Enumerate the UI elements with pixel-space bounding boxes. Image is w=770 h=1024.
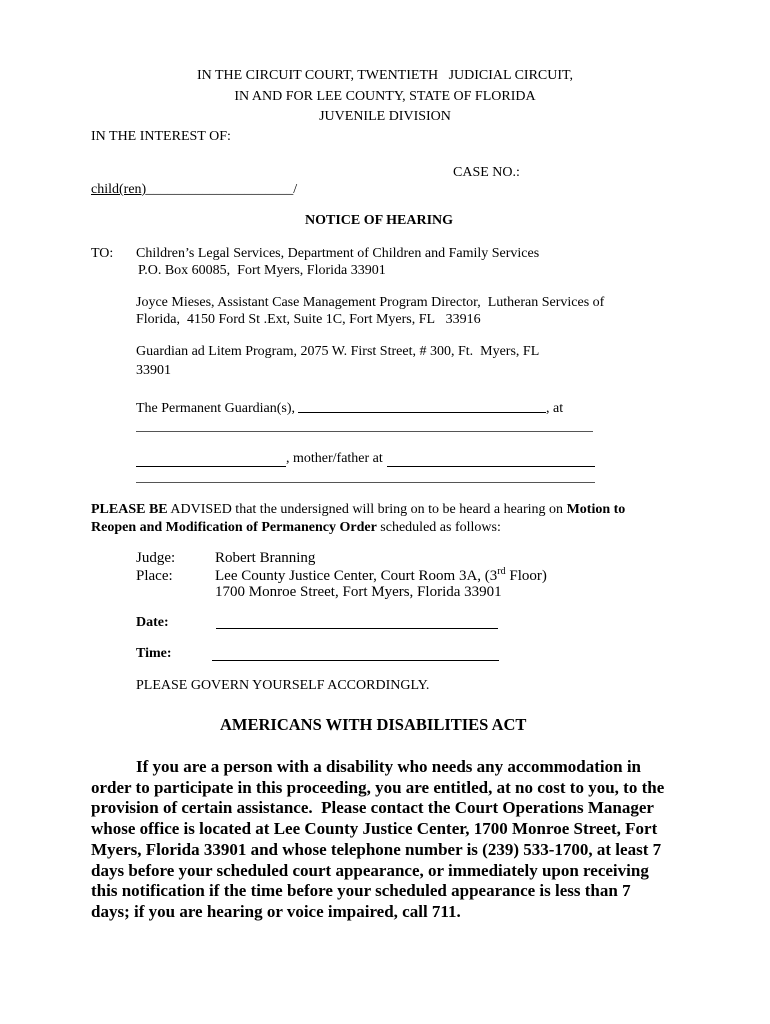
judge-value: Robert Branning [215,550,316,566]
case-no-label: CASE NO.: [453,165,520,180]
govern-text: PLEASE GOVERN YOURSELF ACCORDINGLY. [136,678,430,693]
division-line: JUVENILE DIVISION [319,109,451,124]
time-blank[interactable] [212,660,499,661]
place-text: Lee County Justice Center, Court Room 3A, (3 [215,568,498,584]
advised-text: ADVISED that the undersigned will bring on to be heard a hearing on [167,502,567,517]
ada-heading: AMERICANS WITH DISABILITIES ACT [220,715,527,734]
ada-body: If you are a person with a disability who needs any accommodation in order to participate in this proceeding, you are entitled, at no cost to you, to the provision of certain assistance. Please contact the Court Operations Manager whose office is located at Lee County Justice Center, 1700 Monroe Street, Fort Myers, Florida 33901 and whose telephone number is (239) 533-1700, at least 7 days before your scheduled court appearance, or immediately upon receiving this notification if the time before your scheduled appearance is less than 7 days; if you are hearing or voice impaired, call 711. [91,757,665,921]
cls-line-1: Children’s Legal Services, Department of Children and Family Services [136,246,540,261]
date-blank[interactable] [216,628,498,629]
please-be: PLEASE BE [91,502,168,517]
date-label: Date: [136,615,169,630]
motion-text-2: Reopen and Modification of Permanency Order [91,520,377,535]
county-line: IN AND FOR LEE COUNTY, STATE OF FLORIDA [234,89,536,104]
time-label: Time: [136,646,172,661]
cls-line-2: P.O. Box 60085, Fort Myers, Florida 33901 [138,263,386,278]
children-blank: _____________________/ [146,182,298,197]
guardian-address-blank[interactable] [136,431,593,432]
scheduled-text: scheduled as follows: [376,520,501,535]
motion-text-1: Motion to [566,502,626,517]
notice-title: NOTICE OF HEARING [305,213,454,228]
place-label: Place: [136,568,173,584]
place-sup: rd [497,566,506,577]
interest-label: IN THE INTEREST OF: [91,129,231,144]
place-text-end: Floor) [505,568,547,584]
gal-line-2: 33901 [136,363,171,378]
parent-name-blank[interactable] [136,466,286,467]
children-caption [91,181,297,198]
guardian-at: , at [546,401,564,416]
place-line-2: 1700 Monroe Street, Fort Myers, Florida 33901 [215,584,502,600]
parent-address-blank-2[interactable] [136,482,595,483]
joyce-line-1: Joyce Mieses, Assistant Case Management Program Director, Lutheran Services of [136,295,605,310]
advisement-line-2 [91,519,501,536]
judge-label: Judge: [136,550,176,566]
parent-address-blank[interactable] [387,466,595,467]
gal-line-1: Guardian ad Litem Program, 2075 W. First Street, # 300, Ft. Myers, FL [136,344,540,359]
parent-label: , mother/father at [286,451,383,466]
advisement-line-1 [91,501,625,518]
guardian-label: The Permanent Guardian(s), [136,401,295,416]
children-label: child(ren) [91,182,147,197]
joyce-line-2: Florida, 4150 Ford St .Ext, Suite 1C, Fort Myers, FL 33916 [136,312,481,327]
court-line: IN THE CIRCUIT COURT, TWENTIETH JUDICIAL CIRCUIT, [196,68,574,83]
guardian-name-blank[interactable] [298,412,546,413]
to-label: TO: [91,246,114,261]
